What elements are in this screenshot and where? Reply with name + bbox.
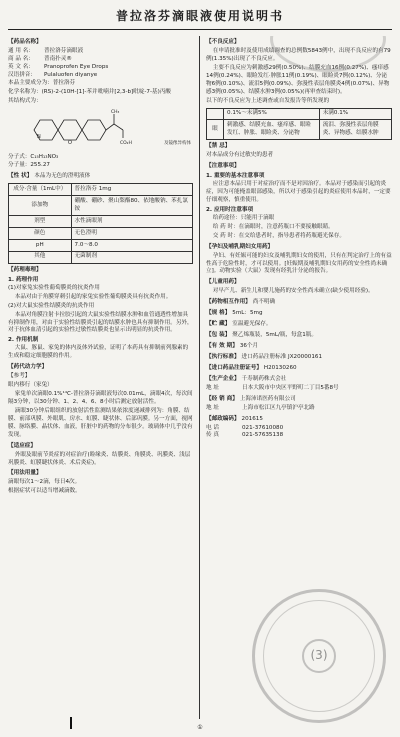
drug-name-list bbox=[8, 48, 193, 80]
name-row bbox=[8, 56, 193, 64]
standard-label: 【执行标准】 bbox=[206, 353, 240, 360]
name-row bbox=[8, 72, 193, 80]
name-key: 英 文 名： bbox=[8, 63, 34, 70]
license-label: 【进口药品注册证号】 bbox=[206, 364, 262, 371]
postcode-heading bbox=[206, 416, 392, 424]
composition-table bbox=[8, 183, 193, 264]
fax-key: 传 真 bbox=[206, 432, 219, 439]
table-row bbox=[207, 120, 392, 140]
pharmacology-1a: (1)对家兔实验性葡萄膜炎的抗炎作用 bbox=[8, 284, 100, 291]
structure-diagram-icon bbox=[26, 108, 136, 152]
package-heading bbox=[206, 332, 392, 340]
dosage-text: 滴眼每次1～2滴，每日4次。 bbox=[8, 479, 81, 486]
adverse-table bbox=[206, 108, 392, 141]
main-ingredient: 本品主要成分为：普拉洛芬 bbox=[8, 79, 76, 86]
pk-text: 家兔单次滴眼0.1%¹⁴C-普拉洛芬滴眼液每次0.01mL，滴眼4次，每次间隔3分钟，以30分钟、1、2、4、6、8小时后测定放射活性。 bbox=[8, 391, 193, 405]
interactions-heading bbox=[206, 299, 392, 307]
page-number: ① bbox=[197, 724, 203, 732]
svg-text:CH₃: CH₃ bbox=[111, 109, 120, 115]
pharmacology-2-text: 大鼠、豚鼠、家兔的体内及体外试验，证明了本药具有抑制前列腺素的生成和稳定细胞膜的作用。 bbox=[8, 345, 189, 360]
validity-text: 36个月 bbox=[239, 343, 259, 349]
postcode-label: 【邮政编码】 bbox=[206, 415, 240, 422]
indications-text: 外眼及眼前节炎症的对症治疗(睑缘炎、结膜炎、角膜炎、巩膜炎、浅层巩膜炎、虹膜睫状体炎、术后炎症)。 bbox=[8, 451, 191, 466]
name-value: 普南扑灵® bbox=[44, 55, 72, 62]
package-text: 聚乙烯瓶装，5mL/瓶，每盒1瓶。 bbox=[232, 332, 317, 339]
table-header: 0.1%～未满5% bbox=[224, 108, 320, 120]
pregnancy-heading: 【孕妇及哺乳期妇女用药】 bbox=[206, 243, 274, 250]
distributor-label: 【经 销 商】 bbox=[206, 395, 238, 402]
indications-heading: 【适应症】 bbox=[8, 442, 36, 449]
name-value: 普拉洛芬滴眼液 bbox=[44, 47, 84, 54]
table-value: 无菌制剂 bbox=[71, 251, 192, 263]
phone-value: 021-37610080 bbox=[242, 424, 284, 431]
adverse-text-3: 以下的不良反应为上述调查或自发报告等所发现的 bbox=[206, 97, 330, 104]
precautions-heading: 【注意事项】 bbox=[206, 163, 240, 170]
spec-text: 5mL：5mg bbox=[232, 310, 263, 317]
package-label: 【包 装】 bbox=[206, 332, 231, 339]
name-key: 商 品 名： bbox=[8, 55, 34, 62]
manufacturer-text: 千寿制药株式会社 bbox=[241, 375, 287, 382]
table-value: 水性滴眼剂 bbox=[71, 216, 192, 228]
phone-row bbox=[206, 425, 392, 433]
table-key: 其他 bbox=[9, 251, 72, 263]
storage-label: 【贮 藏】 bbox=[206, 321, 231, 328]
chemical-name: 化学名称为：(RS)-2-(10H-[1]-苯并吡喃并[2,3-b]吡啶-7-基)丙酸 bbox=[8, 88, 171, 95]
spec-label: 【规 格】 bbox=[206, 310, 231, 317]
manufacturer-label: 【生产企业】 bbox=[206, 375, 240, 382]
fax-row bbox=[206, 432, 392, 440]
address-value: 上海市松江区九亭镇沪亭北路 bbox=[242, 404, 315, 411]
name-key: 通 用 名： bbox=[8, 47, 34, 54]
address-key: 地 址 bbox=[206, 404, 219, 411]
validity-heading bbox=[206, 343, 392, 351]
table-value: 硼酸、硼砂、聚山梨酯80、依地酸钠、苯扎氯铵 bbox=[71, 196, 192, 216]
adverse-text-2: 主要不良反应为刺激感29例(0.50%)、结膜充血16例(0.27%)、瘙痒感14例(0.24%)、眼睑发红·肿胀11例(0.19%)、眼睑炎7例(0.12%)、分泌物6例(0.10%)、流泪5例(0.09%)、弥漫性表层角膜炎4例(0.07%)、异物感3例(0.05%)、结膜水肿3例(0.05%)(再审查结束时)。 bbox=[206, 64, 390, 95]
standard-text: 进口药品注册标准 JX20000161 bbox=[241, 353, 323, 360]
distributor-heading bbox=[206, 396, 392, 404]
manufacturer-address bbox=[206, 385, 392, 393]
pediatric-heading: 【儿童用药】 bbox=[206, 279, 240, 286]
validity-label: 【有 效 期】 bbox=[206, 343, 238, 349]
adverse-text: 在申请批准时及使用成绩调查的总例数5843例中，出现不良反应的有79例(1.35%)出现了不良反应。 bbox=[206, 47, 391, 62]
precautions-1-text: 应注意本品只用于对症治疗而不是对因治疗。本品对于感染而引起的炎症，因为可能掩盖眼部感染，所以对于感染引起的炎症使用本品时，一定要仔细观察，慎重使用。 bbox=[206, 181, 391, 203]
phone-key: 电 话 bbox=[206, 424, 219, 431]
pharmacology-sub-1: 1. 药理作用 bbox=[8, 276, 39, 283]
interactions-label: 【药物相互作用】 bbox=[206, 299, 251, 306]
postcode-text: 201615 bbox=[241, 415, 263, 422]
svg-text:N: N bbox=[37, 133, 41, 140]
document-title: 普拉洛芬滴眼液使用说明书 bbox=[115, 9, 284, 23]
interactions-text: 尚不明确 bbox=[252, 299, 276, 306]
table-header: 未满0.1% bbox=[319, 108, 391, 120]
pharmacology-1a-text: 本品对由于角膜穿刺引起的家兔实验性葡萄膜炎具有抗炎作用。 bbox=[14, 293, 172, 300]
precautions-2c: 交 药 时：在交给患者时，指导患者将药瓶避光保存。 bbox=[212, 232, 345, 239]
pharmacokinetics-heading: 【药代动力学】 bbox=[8, 364, 48, 371]
manufacturer-heading bbox=[206, 376, 392, 384]
address-value: 日本大阪市中央区平野町二丁目5番8号 bbox=[242, 384, 339, 391]
table-row bbox=[9, 216, 193, 228]
name-key: 汉语拼音： bbox=[8, 71, 36, 78]
table-key: 成分·含量（1mL中） bbox=[9, 184, 72, 196]
storage-heading bbox=[206, 321, 392, 329]
table-cell: 流泪、弥漫性表层角膜炎、异物感、结膜水肿 bbox=[319, 120, 391, 140]
drug-name-heading: 【药品名称】 bbox=[8, 39, 42, 45]
content-columns bbox=[8, 36, 392, 719]
svg-text:O: O bbox=[68, 139, 72, 146]
table-key: 剂型 bbox=[9, 216, 72, 228]
table-row bbox=[207, 108, 392, 120]
contraindication-heading: 【禁 忌】 bbox=[206, 143, 231, 150]
table-corner bbox=[207, 108, 224, 120]
pk-reference: 【参考】 bbox=[8, 373, 31, 380]
table-row bbox=[9, 240, 193, 252]
address-key: 地 址 bbox=[206, 384, 219, 391]
table-value: 普拉洛芬 1mg bbox=[71, 184, 192, 196]
pharmacology-1b: (2)对大鼠实验性结膜炎的抗炎作用 bbox=[8, 302, 95, 309]
table-key: 添加物 bbox=[9, 196, 72, 216]
title-rule bbox=[8, 29, 392, 30]
distributor-text: 上海沛诺医药有限公司 bbox=[239, 395, 296, 402]
molecular-formula: 分子式：C₁₅H₁₃NO₃ bbox=[8, 153, 59, 160]
table-row bbox=[9, 228, 193, 240]
table-value: 无色澄明 bbox=[71, 228, 192, 240]
left-column bbox=[8, 36, 200, 719]
svg-text:CO₂H: CO₂H bbox=[120, 140, 132, 146]
precautions-sub-1: 1. 重要的基本注意事项 bbox=[206, 173, 265, 180]
stamp-number: (3) bbox=[302, 639, 336, 673]
license-heading bbox=[206, 365, 392, 373]
pharmacology-sub-2: 2. 作用机制 bbox=[8, 337, 39, 344]
table-row bbox=[9, 251, 193, 263]
name-value: Pulaluofen diyanye bbox=[44, 71, 98, 78]
name-value: Pranoprofen Eye Drops bbox=[44, 63, 109, 70]
description-text: 本品为无色的澄明液体 bbox=[34, 173, 91, 180]
pharmacology-heading: 【药理毒理】 bbox=[8, 266, 42, 273]
table-side-label: 眼 bbox=[207, 120, 224, 140]
pk-subheading: 眼内移行（家兔） bbox=[8, 382, 53, 389]
pk-text-2: 滴眼30分钟后眼组织的放射活性监测结果依浓度递减排列为：角膜、结膜、前部巩膜、外眼肌、房水、虹膜、睫状体、后部巩膜。另一方面，视网膜、脉络膜、晶状体、血液，肝脏中的药物的分布很少。玻璃体中几乎没有发现。 bbox=[8, 407, 193, 438]
table-row bbox=[9, 184, 193, 196]
right-column bbox=[200, 36, 392, 719]
pediatric-text: 对早产儿、新生儿和婴儿施药的安全性尚未确立(缺少使用经验)。 bbox=[212, 288, 374, 295]
precautions-sub-2: 2. 应用时注意事项 bbox=[206, 206, 254, 213]
molecular-weight: 分子量：255.27 bbox=[8, 162, 50, 169]
pregnancy-text: 孕妇、有妊娠可能的妇女及哺乳期妇女的使用，只有在判定治疗上的有益性高于危险性时，才可以使用。[妊娠期及哺乳期妇女用药的安全性尚未确立]。动物实验（大鼠）发现有经乳汁分泌的报告。 bbox=[206, 252, 392, 275]
spec-heading bbox=[206, 310, 392, 318]
dosage-text-2: 根据症状可以适当增减滴数。 bbox=[8, 488, 81, 495]
table-key: pH bbox=[9, 240, 72, 252]
standard-heading bbox=[206, 354, 392, 362]
fax-value: 021-57635138 bbox=[242, 432, 284, 439]
description-heading bbox=[8, 173, 193, 181]
adverse-heading: 【不良反应】 bbox=[206, 39, 240, 45]
storage-text: 室温避光保存。 bbox=[232, 321, 272, 328]
table-key: 颜色 bbox=[9, 228, 72, 240]
precautions-2a: 给药途径：只能用于滴眼 bbox=[212, 214, 275, 221]
table-value: 7.0～8.0 bbox=[71, 240, 192, 252]
precautions-2b: 给 药 时：在滴眼时，注意药瓶口不要接触眼睛。 bbox=[212, 223, 334, 230]
table-row bbox=[9, 196, 193, 216]
structure-caption: 及镜像异构体 bbox=[164, 141, 191, 147]
structural-formula bbox=[8, 108, 193, 152]
distributor-address bbox=[206, 405, 392, 413]
name-row bbox=[8, 64, 193, 72]
contraindication-text: 对本品成分有过敏史的患者 bbox=[206, 152, 274, 159]
pharmacology-1b-text: 本品对角膜注射卡拉胶引起的大鼠实验性结膜水肿和血管通透性增加具有抑制作用，对由于实验性结膜炎引起的结膜水肿也具有抑制作用。另外，对于抗体血清引起的实验性过敏性结膜炎也显示出明显的抗炎作用。 bbox=[8, 311, 193, 334]
name-row bbox=[8, 48, 193, 56]
license-text: H20130260 bbox=[263, 364, 297, 371]
structure-label: 其结构式为： bbox=[8, 97, 42, 104]
description-label: 【性 状】 bbox=[8, 173, 33, 180]
dosage-heading: 【用法用量】 bbox=[8, 470, 42, 477]
table-cell: 刺激感、结膜充血、瘙痒感、眼睑发红、肿胀、眼睑炎、分泌物 bbox=[224, 120, 320, 140]
